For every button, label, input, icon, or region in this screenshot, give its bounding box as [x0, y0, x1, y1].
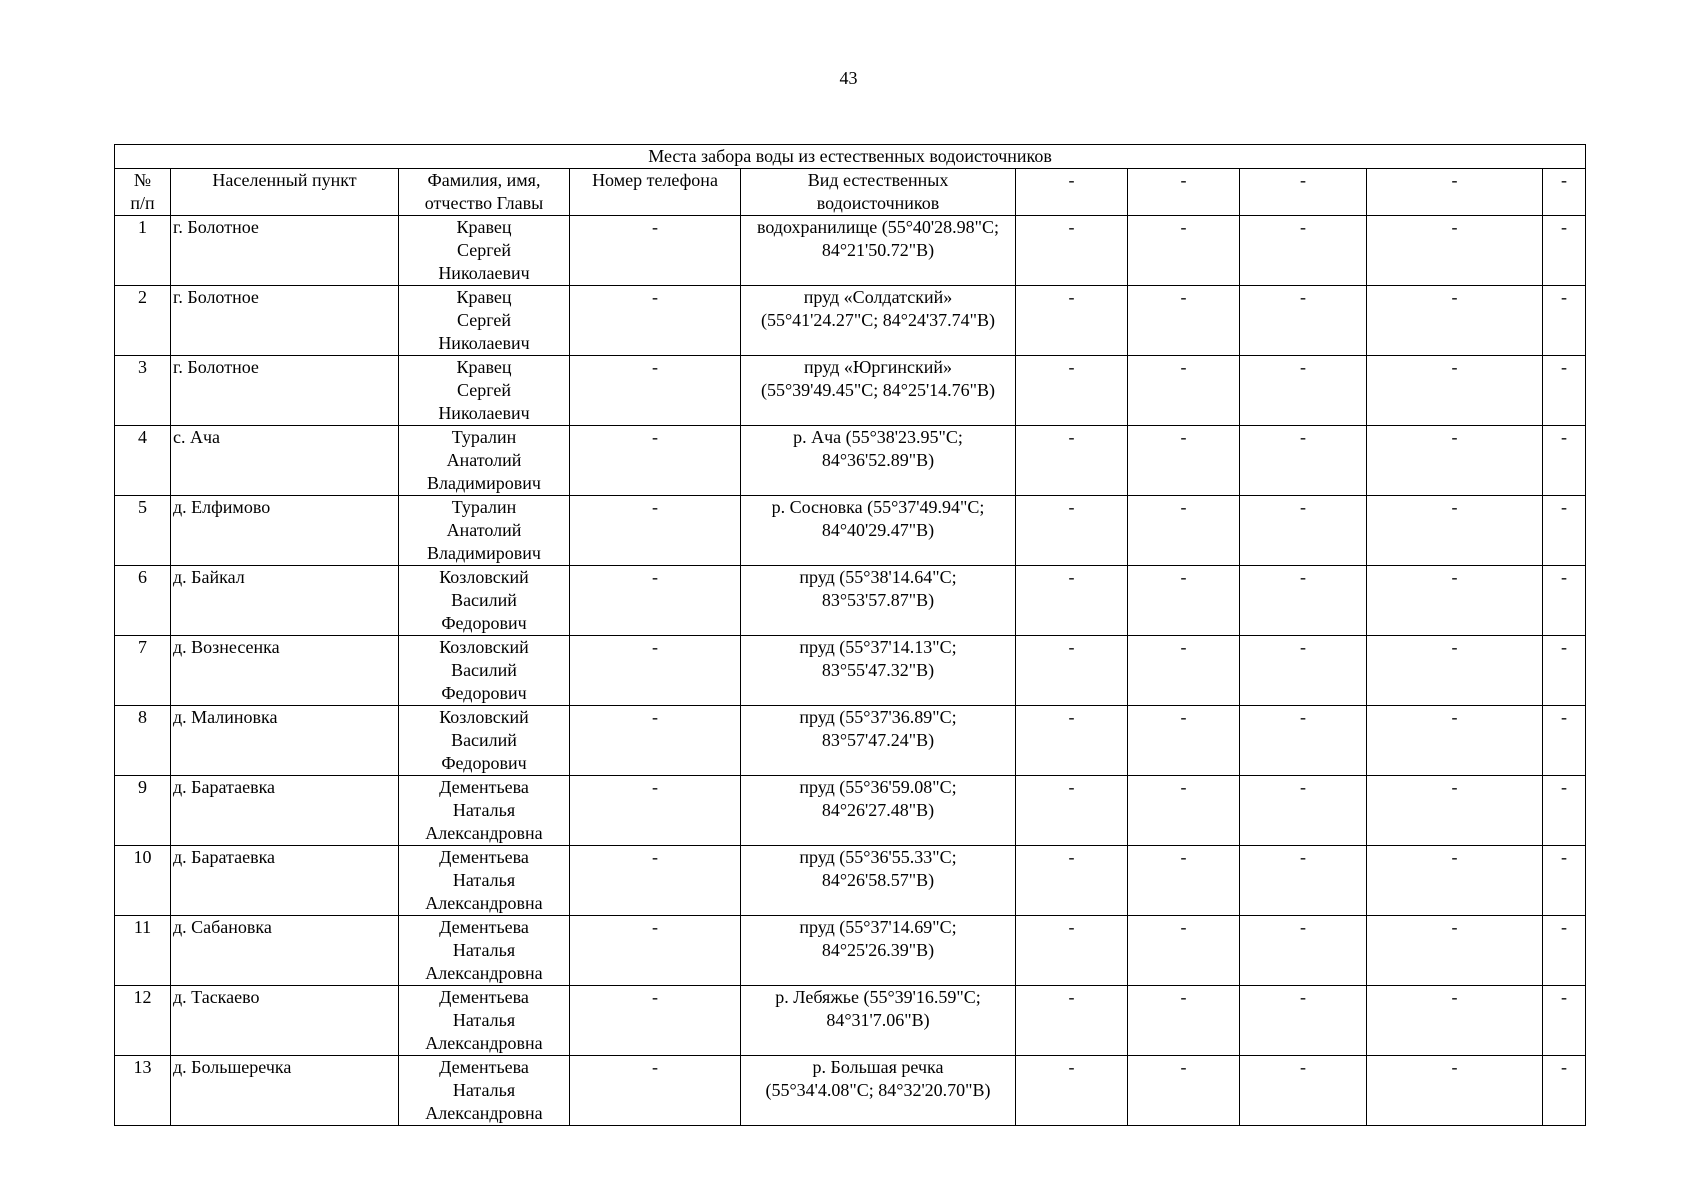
table-caption-row [115, 145, 1586, 169]
table-row [115, 216, 1586, 286]
cell-number: 3 [115, 356, 171, 426]
cell-locality: д. Таскаево [171, 986, 399, 1056]
cell-phone: - [570, 916, 741, 986]
cell-empty: - [1543, 986, 1586, 1056]
cell-empty: - [1367, 706, 1543, 776]
cell-empty: - [1543, 286, 1586, 356]
cell-empty: - [1016, 916, 1128, 986]
cell-empty: - [1016, 1056, 1128, 1126]
table-row [115, 986, 1586, 1056]
header-locality: Населенный пункт [171, 169, 399, 216]
cell-empty: - [1016, 846, 1128, 916]
cell-phone: - [570, 846, 741, 916]
cell-empty: - [1240, 216, 1367, 286]
cell-empty: - [1543, 846, 1586, 916]
cell-phone: - [570, 356, 741, 426]
cell-source: пруд (55°37'36.89"С; 83°57'47.24"В) [741, 706, 1016, 776]
header-number: № п/п [115, 169, 171, 216]
cell-empty: - [1016, 776, 1128, 846]
cell-empty: - [1240, 636, 1367, 706]
table-caption: Места забора воды из естественных водоисточников [115, 145, 1586, 169]
header-phone: Номер телефона [570, 169, 741, 216]
cell-empty: - [1128, 636, 1240, 706]
cell-empty: - [1543, 566, 1586, 636]
cell-locality: д. Большеречка [171, 1056, 399, 1126]
cell-number: 6 [115, 566, 171, 636]
cell-head-name: Кравец Сергей Николаевич [399, 286, 570, 356]
cell-empty: - [1128, 776, 1240, 846]
cell-empty: - [1367, 986, 1543, 1056]
cell-locality: д. Баратаевка [171, 776, 399, 846]
cell-empty: - [1543, 706, 1586, 776]
cell-empty: - [1128, 846, 1240, 916]
cell-empty: - [1543, 636, 1586, 706]
cell-phone: - [570, 426, 741, 496]
cell-source: водохранилище (55°40'28.98"С; 84°21'50.72"В) [741, 216, 1016, 286]
cell-locality: д. Сабановка [171, 916, 399, 986]
cell-empty: - [1016, 426, 1128, 496]
table-row [115, 356, 1586, 426]
cell-source: р. Сосновка (55°37'49.94"С; 84°40'29.47"В) [741, 496, 1016, 566]
cell-empty: - [1367, 496, 1543, 566]
cell-empty: - [1543, 356, 1586, 426]
cell-empty: - [1240, 916, 1367, 986]
cell-phone: - [570, 286, 741, 356]
cell-empty: - [1367, 286, 1543, 356]
cell-empty: - [1367, 566, 1543, 636]
cell-head-name: Дементьева Наталья Александровна [399, 846, 570, 916]
cell-locality: д. Байкал [171, 566, 399, 636]
cell-empty: - [1016, 566, 1128, 636]
cell-empty: - [1240, 986, 1367, 1056]
cell-source: пруд (55°36'55.33"С; 84°26'58.57"В) [741, 846, 1016, 916]
cell-source: пруд (55°37'14.13"С; 83°55'47.32"В) [741, 636, 1016, 706]
cell-empty: - [1240, 1056, 1367, 1126]
cell-empty: - [1543, 216, 1586, 286]
cell-phone: - [570, 566, 741, 636]
cell-empty: - [1016, 496, 1128, 566]
water-sources-table [114, 144, 1586, 1126]
cell-empty: - [1367, 846, 1543, 916]
cell-empty: - [1543, 426, 1586, 496]
cell-head-name: Козловский Василий Федорович [399, 636, 570, 706]
cell-head-name: Дементьева Наталья Александровна [399, 776, 570, 846]
cell-phone: - [570, 986, 741, 1056]
cell-locality: д. Баратаевка [171, 846, 399, 916]
cell-head-name: Дементьева Наталья Александровна [399, 1056, 570, 1126]
cell-number: 8 [115, 706, 171, 776]
header-empty-6: - [1016, 169, 1128, 216]
cell-head-name: Кравец Сергей Николаевич [399, 356, 570, 426]
cell-empty: - [1128, 1056, 1240, 1126]
table-row [115, 776, 1586, 846]
cell-empty: - [1128, 216, 1240, 286]
cell-empty: - [1016, 706, 1128, 776]
header-head-name: Фамилия, имя, отчество Главы [399, 169, 570, 216]
cell-empty: - [1367, 916, 1543, 986]
cell-head-name: Козловский Василий Федорович [399, 566, 570, 636]
cell-empty: - [1367, 426, 1543, 496]
cell-head-name: Дементьева Наталья Александровна [399, 916, 570, 986]
cell-phone: - [570, 1056, 741, 1126]
cell-empty: - [1016, 286, 1128, 356]
cell-head-name: Дементьева Наталья Александровна [399, 986, 570, 1056]
cell-empty: - [1240, 426, 1367, 496]
cell-empty: - [1367, 776, 1543, 846]
cell-empty: - [1543, 1056, 1586, 1126]
table-body [115, 216, 1586, 1126]
cell-head-name: Кравец Сергей Николаевич [399, 216, 570, 286]
cell-empty: - [1240, 566, 1367, 636]
cell-empty: - [1240, 356, 1367, 426]
cell-empty: - [1240, 286, 1367, 356]
cell-number: 9 [115, 776, 171, 846]
cell-empty: - [1543, 776, 1586, 846]
page-number: 43 [839, 68, 858, 88]
cell-empty: - [1128, 426, 1240, 496]
cell-number: 4 [115, 426, 171, 496]
cell-locality: д. Вознесенка [171, 636, 399, 706]
cell-number: 1 [115, 216, 171, 286]
header-empty-7: - [1128, 169, 1240, 216]
cell-empty: - [1240, 706, 1367, 776]
header-empty-9: - [1367, 169, 1543, 216]
cell-head-name: Козловский Василий Федорович [399, 706, 570, 776]
table-row [115, 636, 1586, 706]
cell-locality: д. Елфимово [171, 496, 399, 566]
cell-empty: - [1016, 216, 1128, 286]
cell-empty: - [1240, 776, 1367, 846]
cell-head-name: Туралин Анатолий Владимирович [399, 426, 570, 496]
cell-source: р. Ача (55°38'23.95"С; 84°36'52.89"В) [741, 426, 1016, 496]
cell-source: пруд (55°38'14.64"С; 83°53'57.87"В) [741, 566, 1016, 636]
cell-empty: - [1128, 706, 1240, 776]
cell-empty: - [1128, 986, 1240, 1056]
cell-empty: - [1128, 356, 1240, 426]
cell-empty: - [1016, 356, 1128, 426]
cell-number: 10 [115, 846, 171, 916]
cell-number: 12 [115, 986, 171, 1056]
cell-number: 2 [115, 286, 171, 356]
cell-empty: - [1240, 846, 1367, 916]
table-row [115, 706, 1586, 776]
table-row [115, 496, 1586, 566]
cell-phone: - [570, 216, 741, 286]
cell-head-name: Туралин Анатолий Владимирович [399, 496, 570, 566]
cell-locality: г. Болотное [171, 286, 399, 356]
cell-number: 11 [115, 916, 171, 986]
cell-locality: д. Малиновка [171, 706, 399, 776]
cell-locality: г. Болотное [171, 216, 399, 286]
cell-source: р. Большая речка (55°34'4.08"С; 84°32'20.70"В) [741, 1056, 1016, 1126]
cell-source: пруд «Юргинский» (55°39'49.45"С; 84°25'14.76"В) [741, 356, 1016, 426]
cell-empty: - [1367, 1056, 1543, 1126]
cell-empty: - [1367, 356, 1543, 426]
table-row [115, 846, 1586, 916]
cell-source: пруд «Солдатский» (55°41'24.27"С; 84°24'37.74"В) [741, 286, 1016, 356]
table-row [115, 1056, 1586, 1126]
cell-phone: - [570, 706, 741, 776]
table-row [115, 916, 1586, 986]
cell-empty: - [1240, 496, 1367, 566]
table-row [115, 286, 1586, 356]
cell-empty: - [1128, 916, 1240, 986]
cell-number: 13 [115, 1056, 171, 1126]
header-source-type: Вид естественных водоисточников [741, 169, 1016, 216]
cell-empty: - [1128, 286, 1240, 356]
cell-phone: - [570, 496, 741, 566]
cell-source: р. Лебяжье (55°39'16.59"С; 84°31'7.06"В) [741, 986, 1016, 1056]
cell-phone: - [570, 636, 741, 706]
cell-empty: - [1016, 986, 1128, 1056]
cell-source: пруд (55°37'14.69"С; 84°25'26.39"В) [741, 916, 1016, 986]
cell-empty: - [1128, 496, 1240, 566]
cell-empty: - [1367, 636, 1543, 706]
cell-locality: г. Болотное [171, 356, 399, 426]
table-header-row [115, 169, 1586, 216]
table-row [115, 426, 1586, 496]
cell-empty: - [1016, 636, 1128, 706]
cell-empty: - [1543, 496, 1586, 566]
header-empty-10: - [1543, 169, 1586, 216]
cell-empty: - [1128, 566, 1240, 636]
cell-number: 5 [115, 496, 171, 566]
cell-number: 7 [115, 636, 171, 706]
header-empty-8: - [1240, 169, 1367, 216]
cell-empty: - [1543, 916, 1586, 986]
table-row [115, 566, 1586, 636]
cell-source: пруд (55°36'59.08"С; 84°26'27.48"В) [741, 776, 1016, 846]
cell-phone: - [570, 776, 741, 846]
cell-locality: с. Ача [171, 426, 399, 496]
cell-empty: - [1367, 216, 1543, 286]
